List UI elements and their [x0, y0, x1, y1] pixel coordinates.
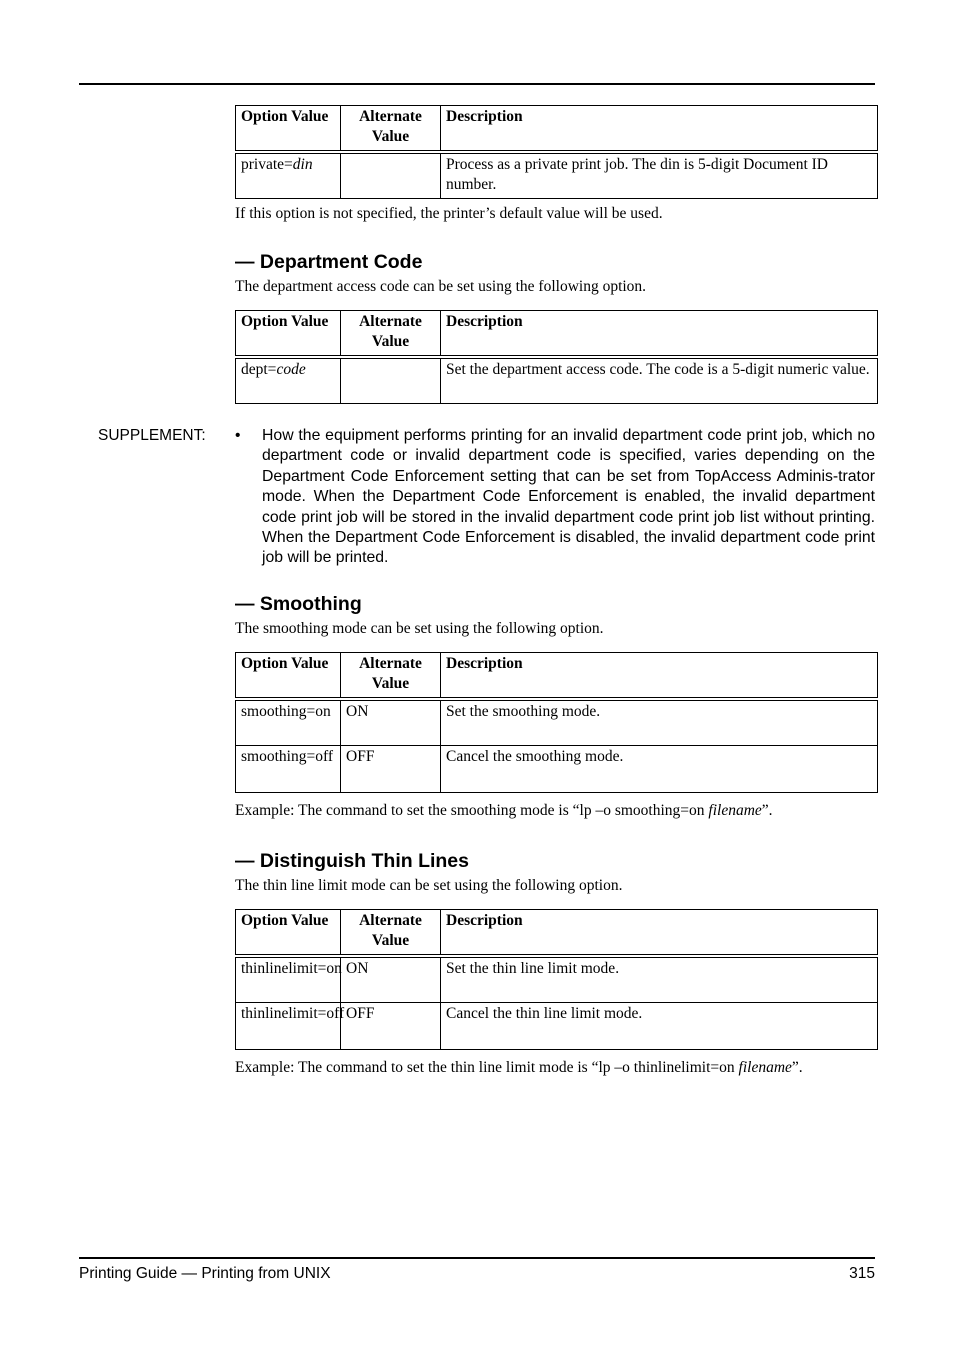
alternate-value-header: Alternate Value: [341, 106, 441, 152]
thin-lines-example: [235, 1058, 877, 1078]
option-variable: code: [276, 360, 306, 378]
alternate-value-header: Alternate Value: [341, 311, 441, 357]
smoothing-intro: The smoothing mode can be set using the following option.: [235, 620, 604, 637]
alternate-value-cell: OFF: [341, 1003, 441, 1050]
alternate-value-header: Alternate Value: [341, 653, 441, 699]
smoothing-option-table: [235, 652, 878, 793]
table-row: [236, 746, 878, 793]
description-cell: Process as a private print job. The din is 5-digit Document ID number.: [441, 152, 878, 199]
table-row: [236, 152, 878, 199]
default-value-note: If this option is not specified, the printer’s default value will be used.: [235, 205, 663, 222]
department-option-table: [235, 310, 878, 404]
table-row: [236, 357, 878, 404]
footer-rule: [79, 1257, 875, 1259]
description-cell: Cancel the thin line limit mode.: [441, 1003, 878, 1050]
option-value-header: Option Value: [236, 311, 341, 357]
option-value-header: Option Value: [236, 106, 341, 152]
option-value-cell: [236, 152, 341, 199]
table-header-row: [236, 106, 878, 152]
table-header-row: [236, 311, 878, 357]
smoothing-example: [235, 801, 877, 821]
option-value-cell: thinlinelimit=on: [236, 956, 341, 1003]
thin-lines-option-table: [235, 909, 878, 1050]
option-variable: din: [292, 155, 313, 173]
example-suffix: ”.: [791, 1059, 803, 1076]
footer-title: Printing Guide — Printing from UNIX: [79, 1265, 331, 1282]
private-section: [235, 105, 877, 224]
description-header: Description: [441, 653, 878, 699]
table-row: [236, 1003, 878, 1050]
supplement-text: How the equipment performs printing for an invalid department code print job, which no department code or invalid department code is specified, varies depending on the Department Code Enforcement setting that can be set from TopAccess Adminis-trator mode. When the Department Code Enforcement is enabled, the invalid department code print job will be stored in the invalid department code print job list without printing. When the Department Code Enforcement is disabled, the invalid department code print job will be printed.: [262, 427, 875, 567]
thin-lines-section: [235, 849, 877, 1078]
description-cell: Set the department access code. The code is a 5-digit numeric value.: [441, 357, 878, 404]
example-filename: filename: [738, 1059, 792, 1076]
description-cell: Set the smoothing mode.: [441, 699, 878, 746]
alternate-value-cell: [341, 357, 441, 404]
private-option-table: [235, 105, 878, 199]
alternate-value-cell: ON: [341, 956, 441, 1003]
option-value-cell: [236, 357, 341, 404]
table-row: [236, 956, 878, 1003]
option-value-header: Option Value: [236, 653, 341, 699]
example-suffix: ”.: [761, 802, 773, 819]
example-filename: filename: [708, 802, 762, 819]
option-name: dept=: [241, 360, 277, 378]
option-value-cell: smoothing=on: [236, 699, 341, 746]
header-rule: [79, 83, 875, 85]
alternate-value-cell: [341, 152, 441, 199]
smoothing-section: [235, 592, 877, 821]
page-number: 315: [849, 1265, 875, 1282]
description-cell: Cancel the smoothing mode.: [441, 746, 878, 793]
department-code-section: [235, 250, 877, 404]
supplement-label: SUPPLEMENT:: [98, 427, 206, 444]
supplement-bullet: •: [235, 427, 241, 444]
smoothing-heading: — Smoothing: [235, 593, 362, 615]
table-header-row: [236, 910, 878, 956]
department-code-heading: — Department Code: [235, 251, 423, 273]
example-text: Example: The command to set the smoothing mode is “lp –o smoothing=on: [235, 802, 709, 819]
description-header: Description: [441, 910, 878, 956]
table-row: [236, 699, 878, 746]
description-header: Description: [441, 311, 878, 357]
option-value-cell: smoothing=off: [236, 746, 341, 793]
option-name: private=: [241, 155, 293, 173]
description-header: Description: [441, 106, 878, 152]
table-header-row: [236, 653, 878, 699]
alternate-value-header: Alternate Value: [341, 910, 441, 956]
alternate-value-cell: OFF: [341, 746, 441, 793]
thin-lines-intro: The thin line limit mode can be set using the following option.: [235, 877, 623, 894]
description-cell: Set the thin line limit mode.: [441, 956, 878, 1003]
department-code-intro: The department access code can be set using the following option.: [235, 278, 647, 295]
alternate-value-cell: ON: [341, 699, 441, 746]
thin-lines-heading: — Distinguish Thin Lines: [235, 850, 469, 872]
example-text: Example: The command to set the thin line limit mode is “lp –o thinlinelimit=on: [235, 1059, 739, 1076]
option-value-cell: thinlinelimit=off: [236, 1003, 341, 1050]
option-value-header: Option Value: [236, 910, 341, 956]
